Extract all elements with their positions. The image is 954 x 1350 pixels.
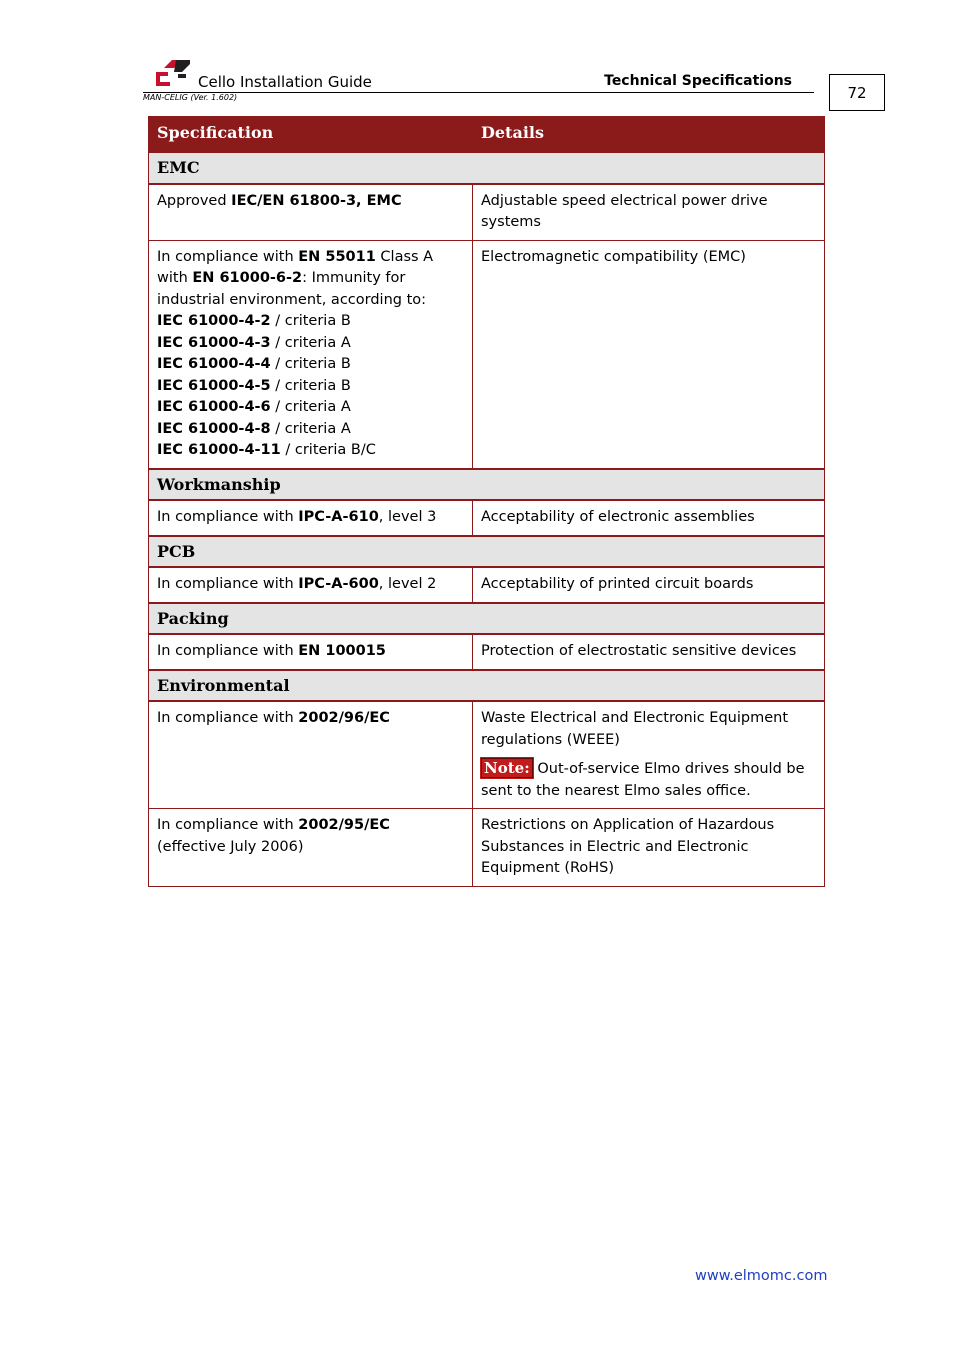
note-text: Out-of-service Elmo drives should be sent to the nearest Elmo sales office.	[481, 761, 805, 799]
criteria-item	[157, 397, 464, 419]
table-row	[149, 567, 825, 603]
column-header-details: Details	[473, 117, 825, 153]
spec-standard: IEC 61000-4-5	[157, 377, 271, 394]
criteria-text: / criteria B	[270, 377, 351, 394]
spec-cell	[149, 567, 473, 603]
details-cell: Acceptability of printed circuit boards	[473, 567, 825, 603]
note	[481, 758, 816, 802]
spec-text: , level 3	[378, 509, 437, 525]
table-row	[149, 634, 825, 670]
footer-website-link[interactable]: www.elmomc.com	[695, 1268, 828, 1284]
header-rule	[143, 92, 814, 93]
criteria-text: / criteria B	[270, 313, 351, 329]
spec-standard: IEC 61000-4-11	[157, 442, 281, 458]
criteria-text: / criteria B/C	[280, 442, 376, 458]
details-cell: Electromagnetic compatibility (EMC)	[473, 240, 825, 469]
section-row-workmanship	[149, 469, 825, 501]
details-text: Waste Electrical and Electronic Equipment regulations (WEEE)	[481, 710, 788, 748]
spec-standard: IEC 61000-4-6	[157, 399, 271, 415]
criteria-item	[157, 440, 464, 462]
section-title-environmental: Environmental	[149, 670, 825, 702]
spec-text: (effective July 2006)	[157, 838, 304, 855]
doc-version: MAN-CELIG (Ver. 1.602)	[143, 93, 238, 102]
details-cell: Protection of electrostatic sensitive devices	[473, 634, 825, 670]
criteria-item	[157, 311, 464, 333]
criteria-text: / criteria B	[270, 356, 351, 372]
table-row	[149, 500, 825, 536]
section-title: Technical Specifications	[604, 73, 792, 89]
page-number: 72	[829, 74, 885, 111]
section-title-emc: EMC	[149, 152, 825, 184]
spec-standard: IPC-A-610	[298, 509, 379, 525]
criteria-item	[157, 376, 464, 398]
column-header-specification: Specification	[149, 117, 473, 153]
section-title-workmanship: Workmanship	[149, 469, 825, 501]
section-title-packing: Packing	[149, 603, 825, 635]
details-cell: Adjustable speed electrical power drive systems	[473, 184, 825, 241]
table-row	[149, 809, 825, 887]
criteria-text: / criteria A	[270, 420, 351, 437]
criteria-item	[157, 419, 464, 441]
table-row	[149, 184, 825, 241]
spec-cell	[149, 500, 473, 536]
page-header	[143, 56, 814, 106]
section-row-emc	[149, 152, 825, 184]
section-row-environmental	[149, 670, 825, 702]
spec-standard: EN 55011	[298, 248, 376, 265]
spec-cell	[149, 701, 473, 809]
spec-standard: IEC 61000-4-3	[157, 334, 271, 351]
spec-standard: IEC 61000-4-4	[157, 356, 271, 372]
table-header-row	[149, 117, 825, 153]
spec-standard: IPC-A-600	[298, 576, 379, 592]
spec-cell	[149, 809, 473, 887]
spec-text: : Immunity for industrial environment, according to:	[157, 270, 427, 308]
spec-text: Approved	[157, 192, 232, 209]
details-cell	[473, 701, 825, 809]
spec-text: In compliance with	[157, 576, 299, 592]
spec-text: In compliance with	[157, 817, 299, 833]
spec-cell	[149, 184, 473, 241]
elmo-logo-icon	[148, 58, 190, 88]
spec-standard: EN 100015	[298, 643, 386, 659]
table-row	[149, 701, 825, 809]
criteria-item	[157, 354, 464, 376]
specifications-table	[148, 116, 825, 887]
spec-standard: 2002/96/EC	[298, 710, 390, 726]
spec-text: In compliance with	[157, 509, 299, 525]
spec-text: , level 2	[378, 576, 437, 592]
spec-text: Class A with	[157, 248, 434, 286]
spec-standard: EN 61000-6-2	[192, 270, 303, 286]
section-row-pcb	[149, 536, 825, 568]
spec-text: In compliance with	[157, 643, 299, 659]
details-cell: Acceptability of electronic assemblies	[473, 500, 825, 536]
details-cell: Restrictions on Application of Hazardous Substances in Electric and Electronic Equipment (RoHS)	[473, 809, 825, 887]
spec-cell	[149, 240, 473, 469]
section-row-packing	[149, 603, 825, 635]
criteria-text: / criteria A	[270, 399, 351, 415]
table-row	[149, 240, 825, 469]
spec-cell	[149, 634, 473, 670]
spec-standard: IEC 61000-4-8	[157, 420, 271, 437]
note-label: Note:	[481, 758, 533, 778]
criteria-text: / criteria A	[270, 334, 351, 351]
spec-standard: IEC/EN 61800-3, EMC	[231, 192, 402, 209]
spec-standard: 2002/95/EC	[298, 817, 390, 833]
spec-text: In compliance with	[157, 248, 299, 265]
spec-standard: IEC 61000-4-2	[157, 313, 271, 329]
section-title-pcb: PCB	[149, 536, 825, 568]
spec-text: In compliance with	[157, 710, 299, 726]
doc-title: Cello Installation Guide	[198, 73, 372, 91]
criteria-item	[157, 333, 464, 355]
